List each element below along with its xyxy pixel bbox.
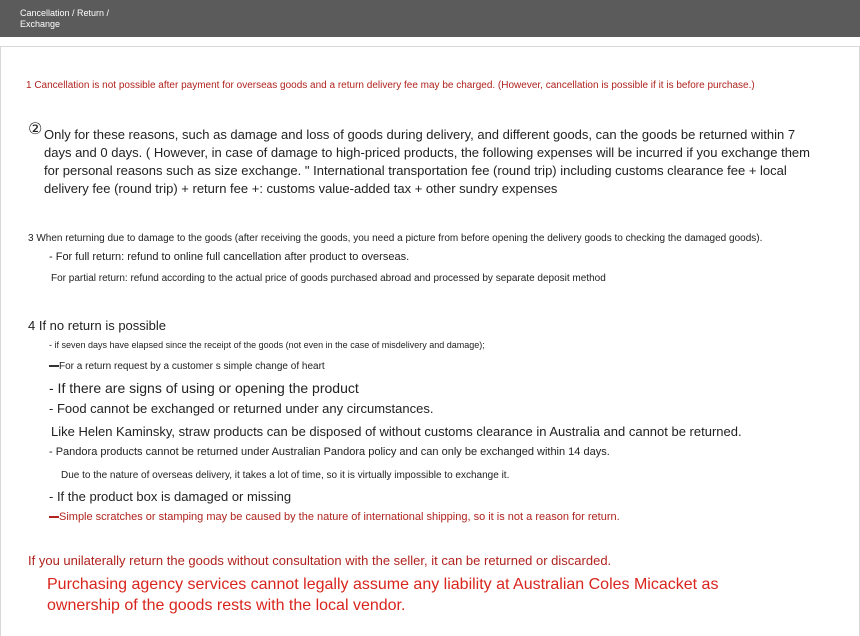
no-return-item: Due to the nature of overseas delivery, it takes a lot of time, so it is virtually impossible to exchange it. (61, 470, 510, 481)
no-return-item: - If there are signs of using or opening the product (49, 380, 359, 396)
disclaimer-text: Purchasing agency services cannot legally assume any liability at Australian Coles Micacket as ownership of the goods rests with the local vendor. (47, 576, 719, 614)
no-return-item: - if seven days have elapsed since the receipt of the goods (not even in the case of misdelivery and damage); (49, 340, 485, 350)
item-2-marker: ② (28, 121, 43, 138)
no-return-item: - Food cannot be exchanged or returned under any circumstances. (49, 401, 434, 416)
policy-item-3-partial-return: For partial return: refund according to the actual price of goods purchased abroad and processed by separate deposit method (51, 273, 606, 284)
top-bar (0, 0, 860, 37)
policy-item-3: 3 When returning due to damage to the goods (after receiving the goods, you need a picture from before opening the delivery goods to checking the damaged goods). (28, 233, 763, 244)
no-return-item: Like Helen Kaminsky, straw products can be disposed of without customs clearance in Australia and cannot be returned. (51, 424, 742, 439)
no-return-item: - Pandora products cannot be returned under Australian Pandora policy and can only be exchanged within 14 days. (49, 446, 610, 458)
warning-text: If you unilaterally return the goods without consultation with the seller, it can be returned or discarded. (28, 553, 612, 568)
policy-item-1: 1 Cancellation is not possible after payment for overseas goods and a return delivery fee may be charged. (However, cancellation is possible if it is before purchase.) (26, 80, 755, 91)
policy-item-3-full-return: - For full return: refund to online full cancellation after product to overseas. (49, 251, 410, 263)
policy-item-4-title: 4 If no return is possible (28, 318, 167, 333)
no-return-item: - If the product box is damaged or missing (49, 489, 292, 504)
breadcrumb: Cancellation / Return / Exchange (20, 8, 110, 29)
no-return-item: For a return request by a customer s simple change of heart (49, 361, 325, 372)
policy-item-2: Only for these reasons, such as damage and loss of goods during delivery, and different goods, can the goods be returned within 7 days and 0 days. ( However, in case of damage to high-priced products, the following expenses will be incurred if you exchange them for personal reasons such as size exchange. " International transportation fee (round trip) including customs clearance fee + local delivery fee (round trip) + return fee +: customs value-added tax + other sundry expenses (44, 127, 810, 196)
no-return-item: Simple scratches or stamping may be caused by the nature of international shipping, so it is not a reason for return. (49, 511, 620, 523)
